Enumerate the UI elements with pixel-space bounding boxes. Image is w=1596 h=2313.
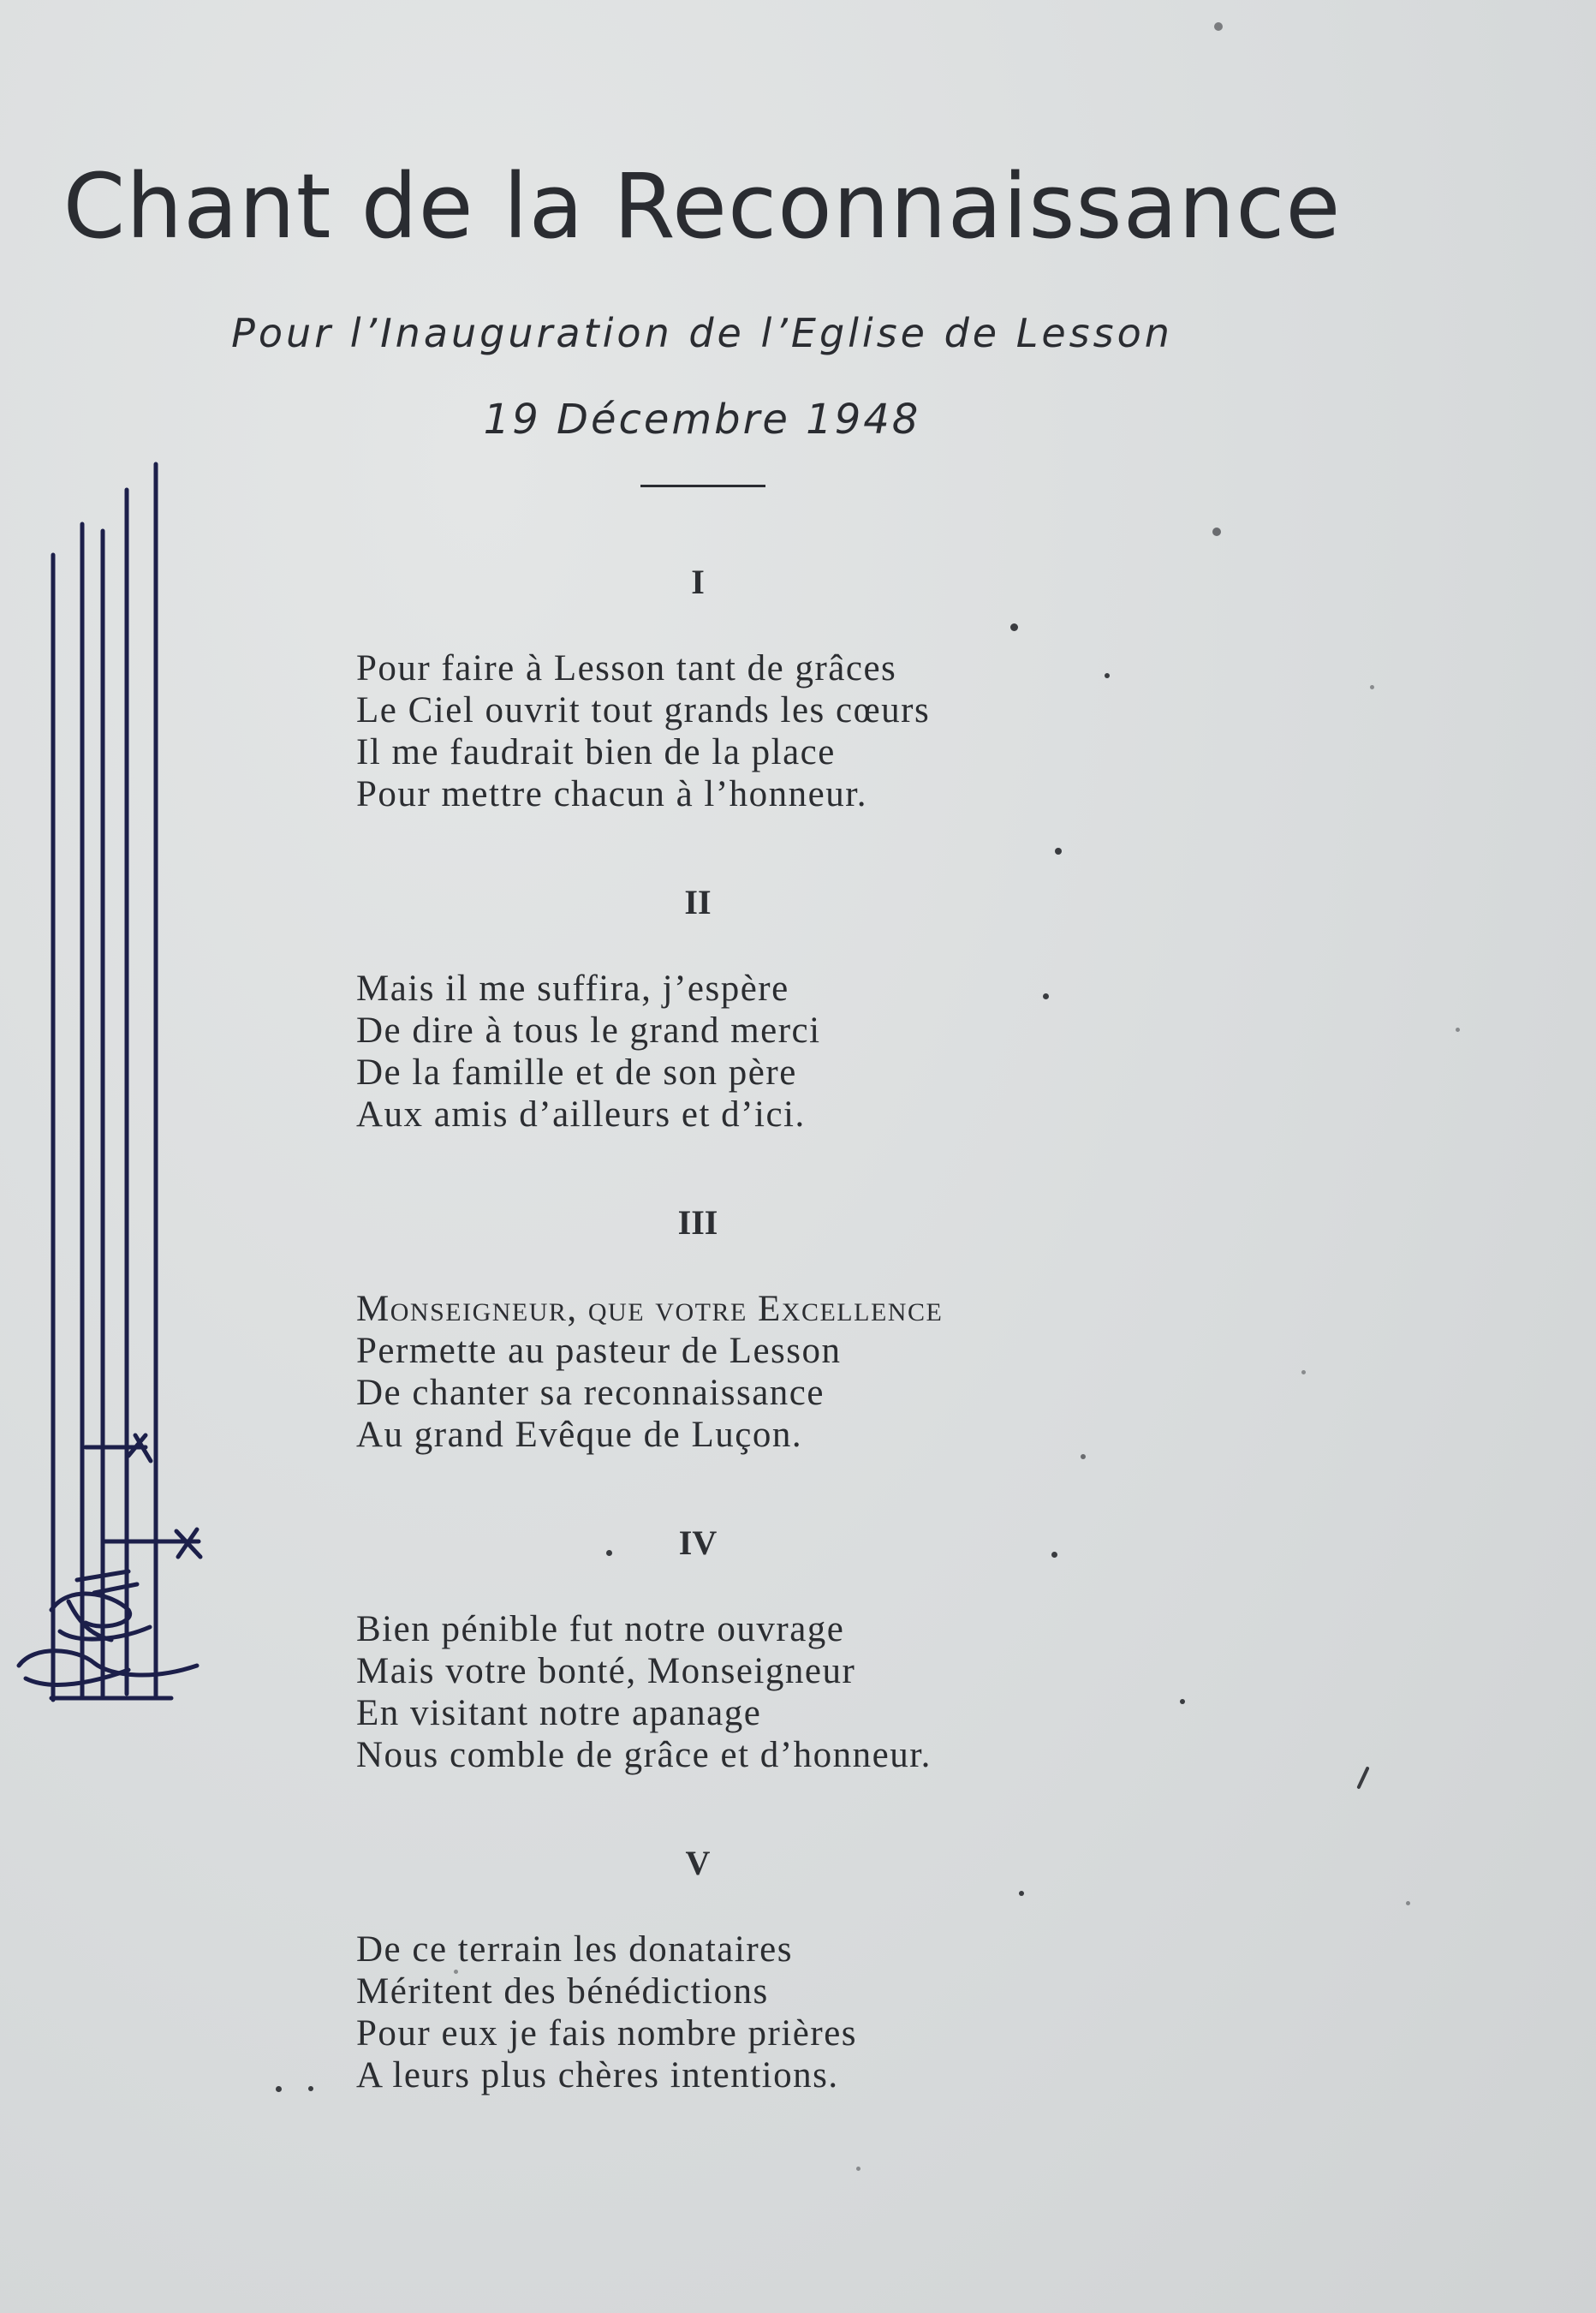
verse-line: Méritent des bénédictions <box>356 1971 769 2012</box>
verse-line: Permette au pasteur de Lesson <box>356 1331 842 1371</box>
verse-line: Monseigneur, que votre Excellence <box>356 1289 944 1329</box>
verse-line: Il me faudrait bien de la place <box>356 732 836 772</box>
verse-line: Au grand Evêque de Luçon. <box>356 1415 803 1455</box>
verse-line: Le Ciel ouvrit tout grands les cœurs <box>356 690 931 730</box>
verse-line: Aux amis d’ailleurs et d’ici. <box>356 1094 806 1135</box>
verse-line: Pour mettre chacun à l’honneur. <box>356 774 867 814</box>
verse-line: Nous comble de grâce et d’honneur. <box>356 1735 932 1775</box>
verse-line: De chanter sa reconnaissance <box>356 1373 825 1413</box>
verse-line: De ce terrain les donataires <box>356 1929 793 1970</box>
stanza-4 <box>356 1608 1212 1776</box>
verse-line: Mais il me suffira, j’espère <box>356 969 789 1009</box>
stanza-number: III <box>677 1203 718 1242</box>
event-date: 19 Décembre 1948 <box>483 396 921 444</box>
stanza-number: IV <box>678 1523 718 1562</box>
page-subtitle: Pour l’Inauguration de l’Eglise de Lesson <box>231 310 1173 356</box>
verse-line: Pour eux je fais nombre prières <box>356 2013 858 2054</box>
verse-line: A leurs plus chères intentions. <box>356 2055 839 2095</box>
verse-line: Pour faire à Lesson tant de grâces <box>356 648 897 689</box>
stanza-1 <box>356 647 1212 815</box>
page-title: Chant de la Reconnaissance <box>63 154 1342 259</box>
verse-line: Mais votre bonté, Monseigneur <box>356 1651 856 1691</box>
stanza-3 <box>356 1288 1212 1456</box>
verse-line: De la famille et de son père <box>356 1052 797 1093</box>
verse-line: De dire à tous le grand merci <box>356 1010 821 1051</box>
verse-line: Bien pénible fut notre ouvrage <box>356 1609 845 1649</box>
stanza-2 <box>356 968 1212 1136</box>
title-divider <box>640 485 765 487</box>
stanza-number: V <box>685 1844 711 1882</box>
stanza-number: I <box>691 563 705 601</box>
stanza-number: II <box>684 883 712 921</box>
verse-line: En visitant notre apanage <box>356 1693 762 1733</box>
stanza-5 <box>356 1928 1212 2096</box>
